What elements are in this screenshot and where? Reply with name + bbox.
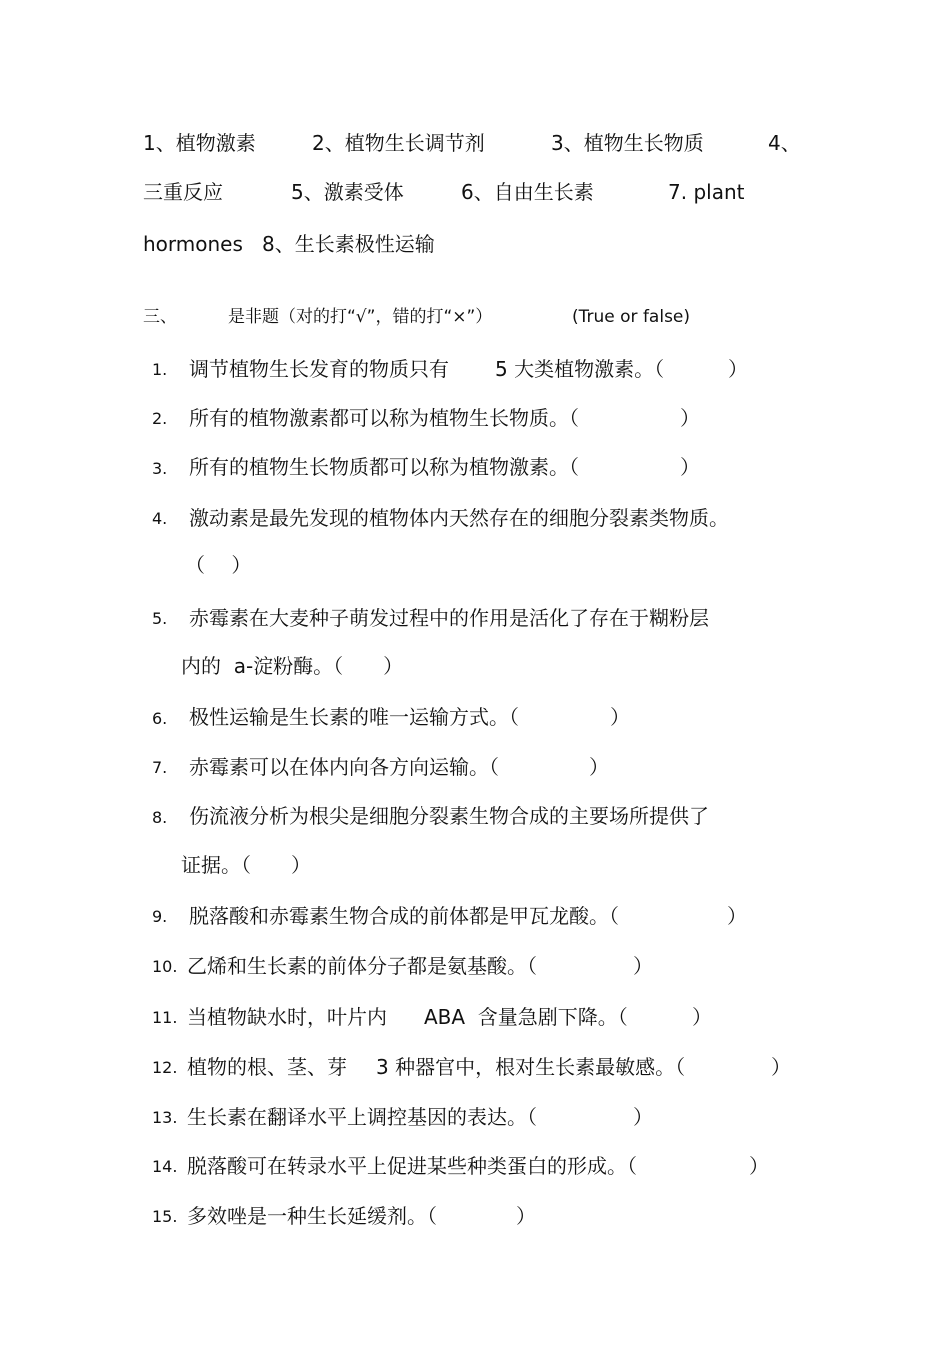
question-number: 11.: [152, 1008, 178, 1027]
term-3: 3、植物生长物质: [551, 131, 704, 155]
answer-close-paren: ）: [610, 705, 630, 729]
question-number: 2.: [152, 409, 168, 428]
question-number: 5.: [152, 609, 168, 628]
question-text: 赤霉素可以在体内向各方向运输。（: [189, 755, 499, 779]
question-text: 极性运输是生长素的唯一运输方式。（: [189, 705, 519, 729]
question-text: 生长素在翻译水平上调控基因的表达。（: [187, 1105, 537, 1129]
answer-close-paren: ）: [589, 755, 609, 779]
question-text: 调节植物生长发育的物质只有: [189, 357, 449, 381]
term-4-text: 三重反应: [143, 180, 223, 204]
section-number: 三、: [143, 307, 177, 327]
question-text: 脱落酸可在转录水平上促进某些种类蛋白的形成。（: [187, 1154, 637, 1178]
answer-close-paren: ）: [728, 357, 748, 381]
question-text: 乙烯和生长素的前体分子都是氨基酸。（: [187, 954, 537, 978]
term-2: 2、植物生长调节剂: [312, 131, 485, 155]
question-text: 脱落酸和赤霉素生物合成的前体都是甲瓦龙酸。（: [189, 904, 619, 928]
question-text-continued: 5 大类植物激素。（: [495, 357, 665, 381]
question-number: 12.: [152, 1058, 178, 1077]
question-text-continued: 3 种器官中，根对生长素最敏感。（: [376, 1055, 686, 1079]
answer-close-paren: ）: [692, 1005, 712, 1029]
term-7-end: hormones: [143, 232, 243, 256]
answer-close-paren: ）: [680, 406, 700, 430]
question-number: 4.: [152, 509, 168, 528]
term-5: 5、激素受体: [291, 180, 404, 204]
question-continuation: 内的 a-淀粉酶。（ ）: [181, 654, 404, 678]
question-continuation: （ ）: [185, 553, 252, 577]
question-text: 赤霉素在大麦种子萌发过程中的作用是活化了存在于糊粉层: [189, 606, 709, 630]
answer-close-paren: ）: [633, 1105, 653, 1129]
question-number: 9.: [152, 907, 168, 926]
question-number: 1.: [152, 360, 168, 379]
answer-close-paren: ）: [680, 455, 700, 479]
question-number: 15.: [152, 1207, 178, 1226]
term-4-number: 4、: [768, 131, 801, 155]
term-6: 6、自由生长素: [461, 180, 594, 204]
answer-close-paren: ）: [771, 1055, 791, 1079]
question-number: 6.: [152, 709, 168, 728]
question-text: 植物的根、茎、芽: [187, 1055, 347, 1079]
question-text: 所有的植物激素都可以称为植物生长物质。（: [189, 406, 579, 430]
answer-close-paren: ）: [516, 1204, 536, 1228]
question-number: 10.: [152, 957, 178, 976]
question-number: 8.: [152, 808, 168, 827]
question-number: 3.: [152, 459, 168, 478]
question-text: 当植物缺水时，叶片内: [187, 1005, 387, 1029]
answer-close-paren: ）: [633, 954, 653, 978]
question-text: 所有的植物生长物质都可以称为植物激素。（: [189, 455, 579, 479]
section-title: 是非题（对的打“√”，错的打“×”）: [228, 307, 493, 327]
section-english: (True or false): [572, 307, 691, 327]
answer-close-paren: ）: [749, 1154, 769, 1178]
question-number: 14.: [152, 1157, 178, 1176]
question-text-continued: ABA 含量急剧下降。（: [424, 1005, 628, 1029]
term-8: 8、生长素极性运输: [262, 232, 435, 256]
term-7-start: 7. plant: [668, 180, 745, 204]
question-continuation: 证据。（ ）: [181, 853, 311, 877]
term-1: 1、植物激素: [143, 131, 256, 155]
answer-close-paren: ）: [727, 904, 747, 928]
question-number: 7.: [152, 758, 168, 777]
question-text: 多效唑是一种生长延缓剂。（: [187, 1204, 437, 1228]
question-text: 伤流液分析为根尖是细胞分裂素生物合成的主要场所提供了: [189, 804, 709, 828]
question-number: 13.: [152, 1108, 178, 1127]
question-text: 激动素是最先发现的植物体内天然存在的细胞分裂素类物质。: [189, 506, 729, 530]
